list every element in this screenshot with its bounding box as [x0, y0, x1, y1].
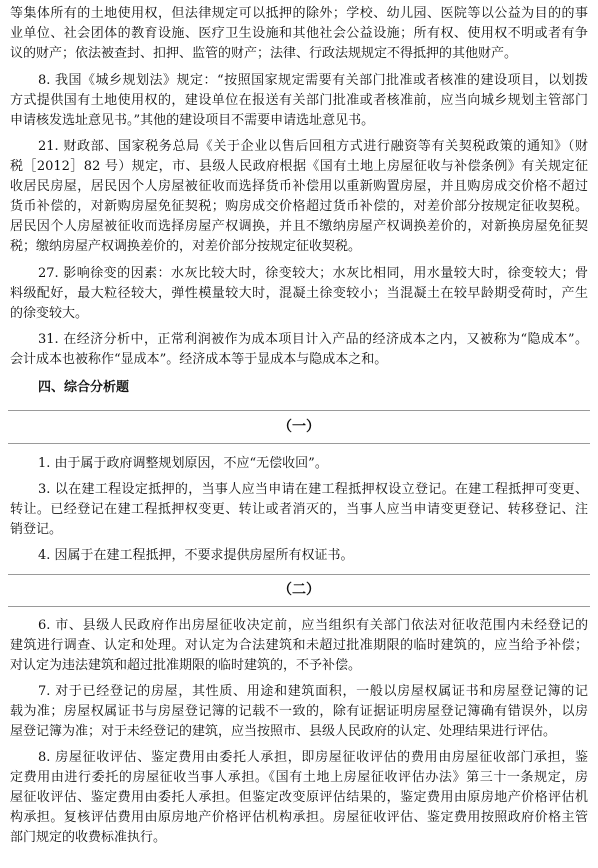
- paragraph-start: 8. 我国《城乡规划法》规定：“按照国家规定需要有关部门批准或者核准的建设项目，以划拨: [38, 73, 588, 88]
- subsection-title: （二）: [278, 582, 320, 598]
- text-line: 申请核发选址意见书。”其他的建设项目不需要申请选址意见书。: [10, 113, 375, 128]
- section-heading: 四、综合分析题: [38, 380, 130, 395]
- text-line: 定费用由进行委托的房屋征收当事人承担。《国有土地上房屋征收评估办法》第三十一条规定，房: [10, 770, 588, 785]
- paragraph-start: 7. 对于已经登记的房屋，其性质、用途和建筑面积，一般以房屋权属证书和房屋登记簿的记: [38, 684, 588, 699]
- divider: [8, 606, 590, 607]
- subsection-title: （一）: [278, 419, 320, 435]
- paragraph-start: 31. 在经济分析中，正常利润被作为成本项目计入产品的经济成本之内，又被称为“隐成本”。: [38, 332, 588, 347]
- text-line: 货币补偿的，对新购房屋免征契税；购房成交价格超过货币补偿的，对差价部分按规定征收契税。: [10, 199, 588, 214]
- paragraph-start: 8. 房屋征收评估、鉴定费用由委托人承担，即房屋征收评估的费用由房屋征收部门承担，鉴: [38, 750, 588, 765]
- paragraph-start: 21. 财政部、国家税务总局《关于企业以售后回租方式进行融资等有关契税政策的通知》（财: [38, 139, 588, 154]
- text-line: 销登记。: [10, 522, 63, 537]
- divider: [8, 574, 590, 575]
- text-line: 转让。已经登记在建工程抵押权变更、转让或者消灭的，当事人应当申请变更登记、转移登记、注: [10, 502, 588, 517]
- text-line: 构承担。复核评估费用由原房地产价格评估机构承担。房屋征收评估、鉴定费用按照政府价格主管: [10, 810, 588, 825]
- text-line: 部门规定的收费标准执行。: [10, 830, 167, 845]
- paragraph-start: 4. 因属于在建工程抵押，不要求提供房屋所有权证书。: [38, 548, 354, 563]
- text-line: 会计成本也被称作“显成本”。经济成本等于显成本与隐成本之和。: [10, 352, 388, 367]
- text-line: 税；缴纳房屋产权调换差价的，对差价部分按规定征收契税。: [10, 239, 362, 254]
- text-line: 的徐变较大。: [10, 306, 89, 321]
- divider: [8, 410, 590, 411]
- text-line: 方式提供国有土地使用权的，建设单位在报送有关部门批准或者核准前，应当向城乡规划主管部门: [10, 93, 588, 108]
- text-line: 收居民房屋，居民因个人房屋被征收而选择货币补偿用以重新购置房屋，并且购房成交价格不超过: [10, 179, 588, 194]
- text-line: 料级配好，最大粒径较大，弹性模量较大时，混凝土徐变较小；当混凝土在较早龄期受荷时，产生: [10, 286, 588, 301]
- paragraph-start: 3. 以在建工程设定抵押的，当事人应当申请在建工程抵押权设立登记。在建工程抵押可变更、: [38, 482, 588, 497]
- divider: [8, 443, 590, 444]
- text-line: 等集体所有的土地使用权，但法律规定可以抵押的除外；学校、幼儿园、医院等以公益为目的的事: [10, 6, 588, 21]
- paragraph-start: 27. 影响徐变的因素：水灰比较大时，徐变较大；水灰比相同，用水量较大时，徐变较大；骨: [38, 266, 588, 281]
- text-line: 屋登记簿为准；对于未经登记的建筑，应当按照市、县级人民政府的认定、处理结果进行评估。: [10, 724, 557, 739]
- text-line: 税［2012］82 号）规定，市、县级人民政府根据《国有土地上房屋征收与补偿条例》有关规定征: [10, 159, 588, 174]
- text-line: 载为准；房屋权属证书与房屋登记簿的记载不一致的，除有证据证明房屋登记簿确有错误外，以房: [10, 704, 588, 719]
- text-line: 屋征收评估、鉴定费用由委托人承担。但鉴定改变原评估结果的，鉴定费用由原房地产价格评估机: [10, 790, 588, 805]
- text-line: 对认定为违法建筑和超过批准期限的临时建筑的，不予补偿。: [10, 658, 362, 673]
- paragraph-start: 6. 市、县级人民政府作出房屋征收决定前，应当组织有关部门依法对征收范围内未经登记的: [38, 618, 588, 633]
- text-line: 居民因个人房屋被征收而选择房屋产权调换，并且不缴纳房屋产权调换差价的，对新换房屋免征契: [10, 219, 588, 234]
- paragraph-start: 1. 由于属于政府调整规划原因，不应“无偿收回”。: [38, 456, 328, 471]
- text-line: 议的财产；依法被查封、扣押、监管的财产；法律、行政法规规定不得抵押的其他财产。: [10, 46, 518, 61]
- text-line: 业单位、社会团体的教育设施、医疗卫生设施和其他社会公益设施；所有权、使用权不明或者有争: [10, 26, 588, 41]
- text-line: 建筑进行调查、认定和处理。对认定为合法建筑和未超过批准期限的临时建筑的，应当给予补偿；: [10, 638, 588, 653]
